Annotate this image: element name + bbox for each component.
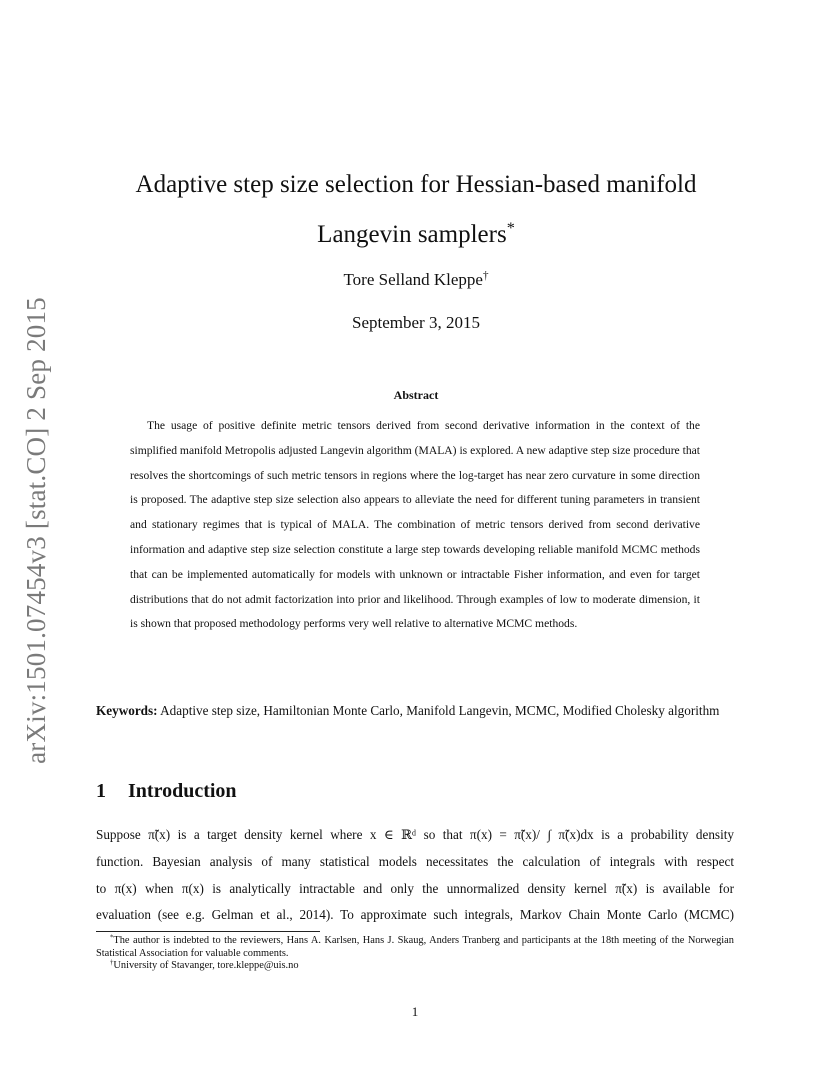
footnote-mark: * — [110, 934, 114, 942]
footnote-acknowledgement — [96, 935, 734, 960]
title-footnote-mark: * — [506, 219, 515, 238]
keywords-paragraph — [96, 697, 734, 725]
footnotes — [96, 935, 734, 973]
footnote-text: University of Stavanger, tore.kleppe@uis.no — [113, 960, 299, 972]
author-line — [96, 270, 736, 290]
intro-line: to π(x) when π(x) is analytically intractable and only the unnormalized density kernel π̃(x) is available for — [96, 880, 734, 896]
author-name: Tore Selland Kleppe — [343, 270, 483, 289]
intro-paragraph — [96, 822, 734, 929]
section-number: 1 — [96, 780, 106, 802]
intro-line: Suppose π̃(x) is a target density kernel where x ∈ ℝᵈ so that π(x) = π̃(x)/ ∫ π̃(x)dx is a probability density — [96, 827, 734, 842]
paper-title — [96, 160, 736, 260]
section-heading — [96, 780, 237, 803]
footnote-divider — [96, 931, 320, 932]
author-footnote-mark: † — [482, 269, 489, 282]
page-number: 1 — [411, 1004, 419, 1019]
footnote-mark: † — [110, 959, 114, 967]
arxiv-identifier-stamp — [4, 290, 68, 770]
intro-line: evaluation (see e.g. Gelman et al., 2014). To approximate such integrals, Markov Chain Monte Carlo (MCMC) — [96, 907, 734, 923]
intro-line: function. Bayesian analysis of many statistical models necessitates the calculation of integrals with respect — [96, 853, 734, 869]
footnote-affiliation — [96, 960, 734, 973]
keywords-label: Keywords: — [96, 703, 158, 718]
section-title: Introduction — [128, 780, 237, 802]
arxiv-identifier-text: arXiv:1501.07454v3 [stat.CO] 2 Sep 2015 — [20, 296, 51, 764]
publication-date: September 3, 2015 — [352, 313, 480, 332]
abstract-heading: Abstract — [393, 388, 439, 402]
keywords-text: Adaptive step size, Hamiltonian Monte Carlo, Manifold Langevin, MCMC, Modified Cholesky algorithm — [160, 703, 720, 718]
abstract-text: The usage of positive definite metric tensors derived from second derivative information in the context of the simplified manifold Metropolis adjusted Langevin algorithm (MALA) is explored. A new adaptive step size procedure that resolves the shortcomings of such metric tensors in regions where the log-target has near zero curvature in some direction is proposed. The adaptive step size selection also appears to alleviate the need for different tuning parameters in transient and stationary regimes that is typical of MALA. The combination of metric tensors derived from second derivative information and adaptive step size selection constitute a large step towards developing reliable manifold MCMC methods that can be implemented automatically for models with unknown or intractable Fisher information, and even for target distributions that do not admit factorization into prior and likelihood. Through examples of low to moderate dimension, it is shown that proposed methodology performs very well relative to alternative MCMC methods. — [130, 419, 700, 631]
footnote-text: The author is indebted to the reviewers, Hans A. Karlsen, Hans J. Skaug, Anders Tranberg and participants at the 18th meeting of the Norwegian Statistical Association for valuable comments. — [96, 935, 734, 959]
paper-title-text: Adaptive step size selection for Hessian-based manifold Langevin samplers — [135, 171, 697, 248]
